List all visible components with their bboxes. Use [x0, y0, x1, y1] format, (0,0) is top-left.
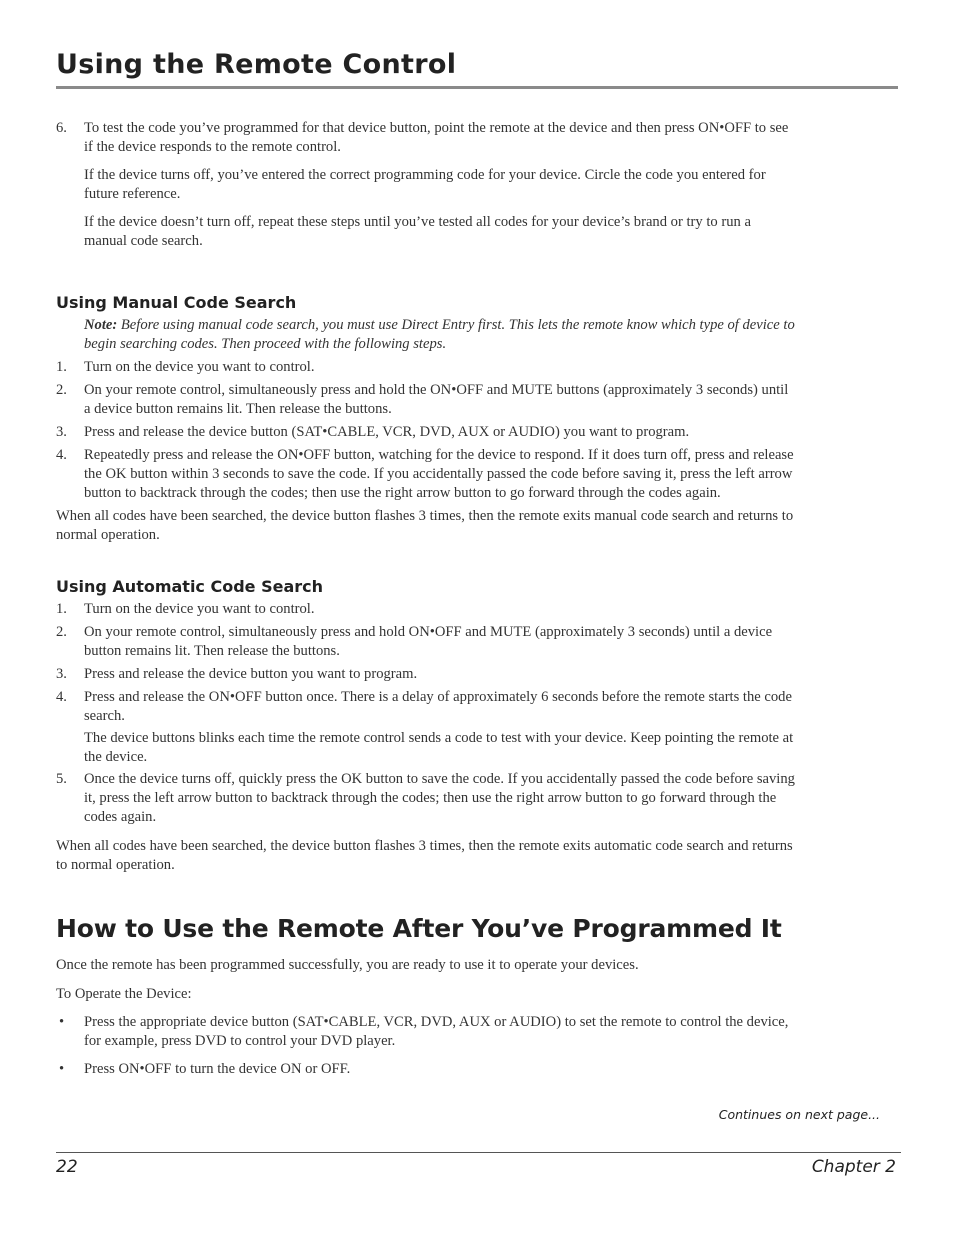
list-item	[56, 358, 796, 377]
automatic-steps-list	[56, 600, 796, 827]
bullet-item	[56, 1013, 796, 1051]
step-number: 4.	[56, 689, 67, 705]
step-text: Turn on the device you want to control.	[84, 601, 315, 617]
list-item	[56, 623, 796, 661]
manual-note	[56, 316, 796, 354]
main-content	[56, 119, 796, 1079]
list-item	[56, 688, 796, 726]
list-item	[56, 423, 796, 442]
manual-search-heading: Using Manual Code Search	[56, 293, 297, 312]
automatic-closing-paragraph: When all codes have been searched, the device button flashes 3 times, then the remote exits automatic code search and returns to normal operation.	[56, 838, 793, 873]
continues-note: Continues on next page...	[718, 1107, 880, 1122]
step-text: Press and release the ON•OFF button once. There is a delay of approximately 6 seconds before the remote starts the code search.	[84, 689, 792, 724]
step-number: 4.	[56, 447, 67, 463]
step-number: 3.	[56, 424, 67, 440]
step-text: Repeatedly press and release the ON•OFF button, watching for the device to respond. If it does turn off, press and release the OK button within 3 seconds to save the code. If you accidentally passed the code before saving it, press the left arrow button to backtrack through the codes; then use the right arrow button to go forward through the codes again.	[84, 447, 794, 501]
step-item	[56, 119, 796, 157]
bullet-text: Press ON•OFF to turn the device ON or OFF.	[84, 1061, 351, 1077]
bullet-marker: •	[59, 1014, 65, 1030]
step-text: On your remote control, simultaneously press and hold ON•OFF and MUTE (approximately 3 seconds) until a device button remains lit. Then release the buttons.	[84, 624, 773, 659]
manual-steps-list	[56, 358, 796, 503]
step-text: Press and release the device button (SAT•CABLE, VCR, DVD, AUX or AUDIO) you want to program.	[84, 424, 690, 440]
title-rule	[56, 86, 898, 89]
note-text: Before using manual code search, you must use Direct Entry first. This lets the remote know which type of device to begin searching codes. Then proceed with the following steps.	[84, 317, 795, 352]
list-item	[56, 600, 796, 619]
howto-intro-paragraph: Once the remote has been programmed successfully, you are ready to use it to operate your devices.	[56, 957, 639, 973]
howto-subheading: To Operate the Device:	[56, 986, 192, 1002]
step-number: 5.	[56, 771, 67, 787]
bullet-text: Press the appropriate device button (SAT•CABLE, VCR, DVD, AUX or AUDIO) to set the remote to control the device, for example, press DVD to control your DVD player.	[84, 1014, 789, 1049]
manual-closing-paragraph: When all codes have been searched, the device button flashes 3 times, then the remote exits manual code search and returns to normal operation.	[56, 508, 794, 543]
list-item	[56, 770, 796, 827]
step-number: 2.	[56, 382, 67, 398]
step-number: 1.	[56, 359, 67, 375]
automatic-search-heading: Using Automatic Code Search	[56, 577, 324, 596]
section-heading: How to Use the Remote After You’ve Programmed It	[56, 914, 782, 943]
step-text: Press and release the device button you want to program.	[84, 666, 418, 682]
step4-extra-paragraph: The device buttons blinks each time the remote control sends a code to test with your device. Keep pointing the remote at the device.	[84, 730, 794, 765]
note-label: Note:	[84, 317, 118, 333]
step-text: Turn on the device you want to control.	[84, 359, 315, 375]
step-number: 6.	[56, 120, 67, 136]
list-item	[56, 381, 796, 419]
step-number: 3.	[56, 666, 67, 682]
step-number: 2.	[56, 624, 67, 640]
footer-rule	[56, 1152, 901, 1153]
step-text: Once the device turns off, quickly press the OK button to save the code. If you accidentally passed the code before saving it, press the left arrow button to backtrack through the codes; then use the right arrow button to go forward through the codes again.	[84, 771, 795, 825]
step6-result-paragraph: If the device turns off, you’ve entered the correct programming code for your device. Circle the code you entered for future reference.	[84, 167, 766, 202]
bullet-marker: •	[59, 1061, 65, 1077]
chapter-label: Chapter 2	[811, 1157, 896, 1177]
step6-retry-paragraph: If the device doesn’t turn off, repeat these steps until you’ve tested all codes for your device’s brand or try to run a manual code search.	[84, 214, 751, 249]
step-text: To test the code you’ve programmed for that device button, point the remote at the device and then press ON•OFF to see if the device responds to the remote control.	[84, 120, 789, 155]
step-number: 1.	[56, 601, 67, 617]
bullet-item	[56, 1060, 796, 1079]
page-number: 22	[56, 1157, 78, 1177]
page-title: Using the Remote Control	[56, 49, 457, 80]
step-text: On your remote control, simultaneously press and hold the ON•OFF and MUTE buttons (approximately 3 seconds) until a device button remains lit. Then release the buttons.	[84, 382, 789, 417]
list-item	[56, 665, 796, 684]
list-item	[56, 446, 796, 503]
